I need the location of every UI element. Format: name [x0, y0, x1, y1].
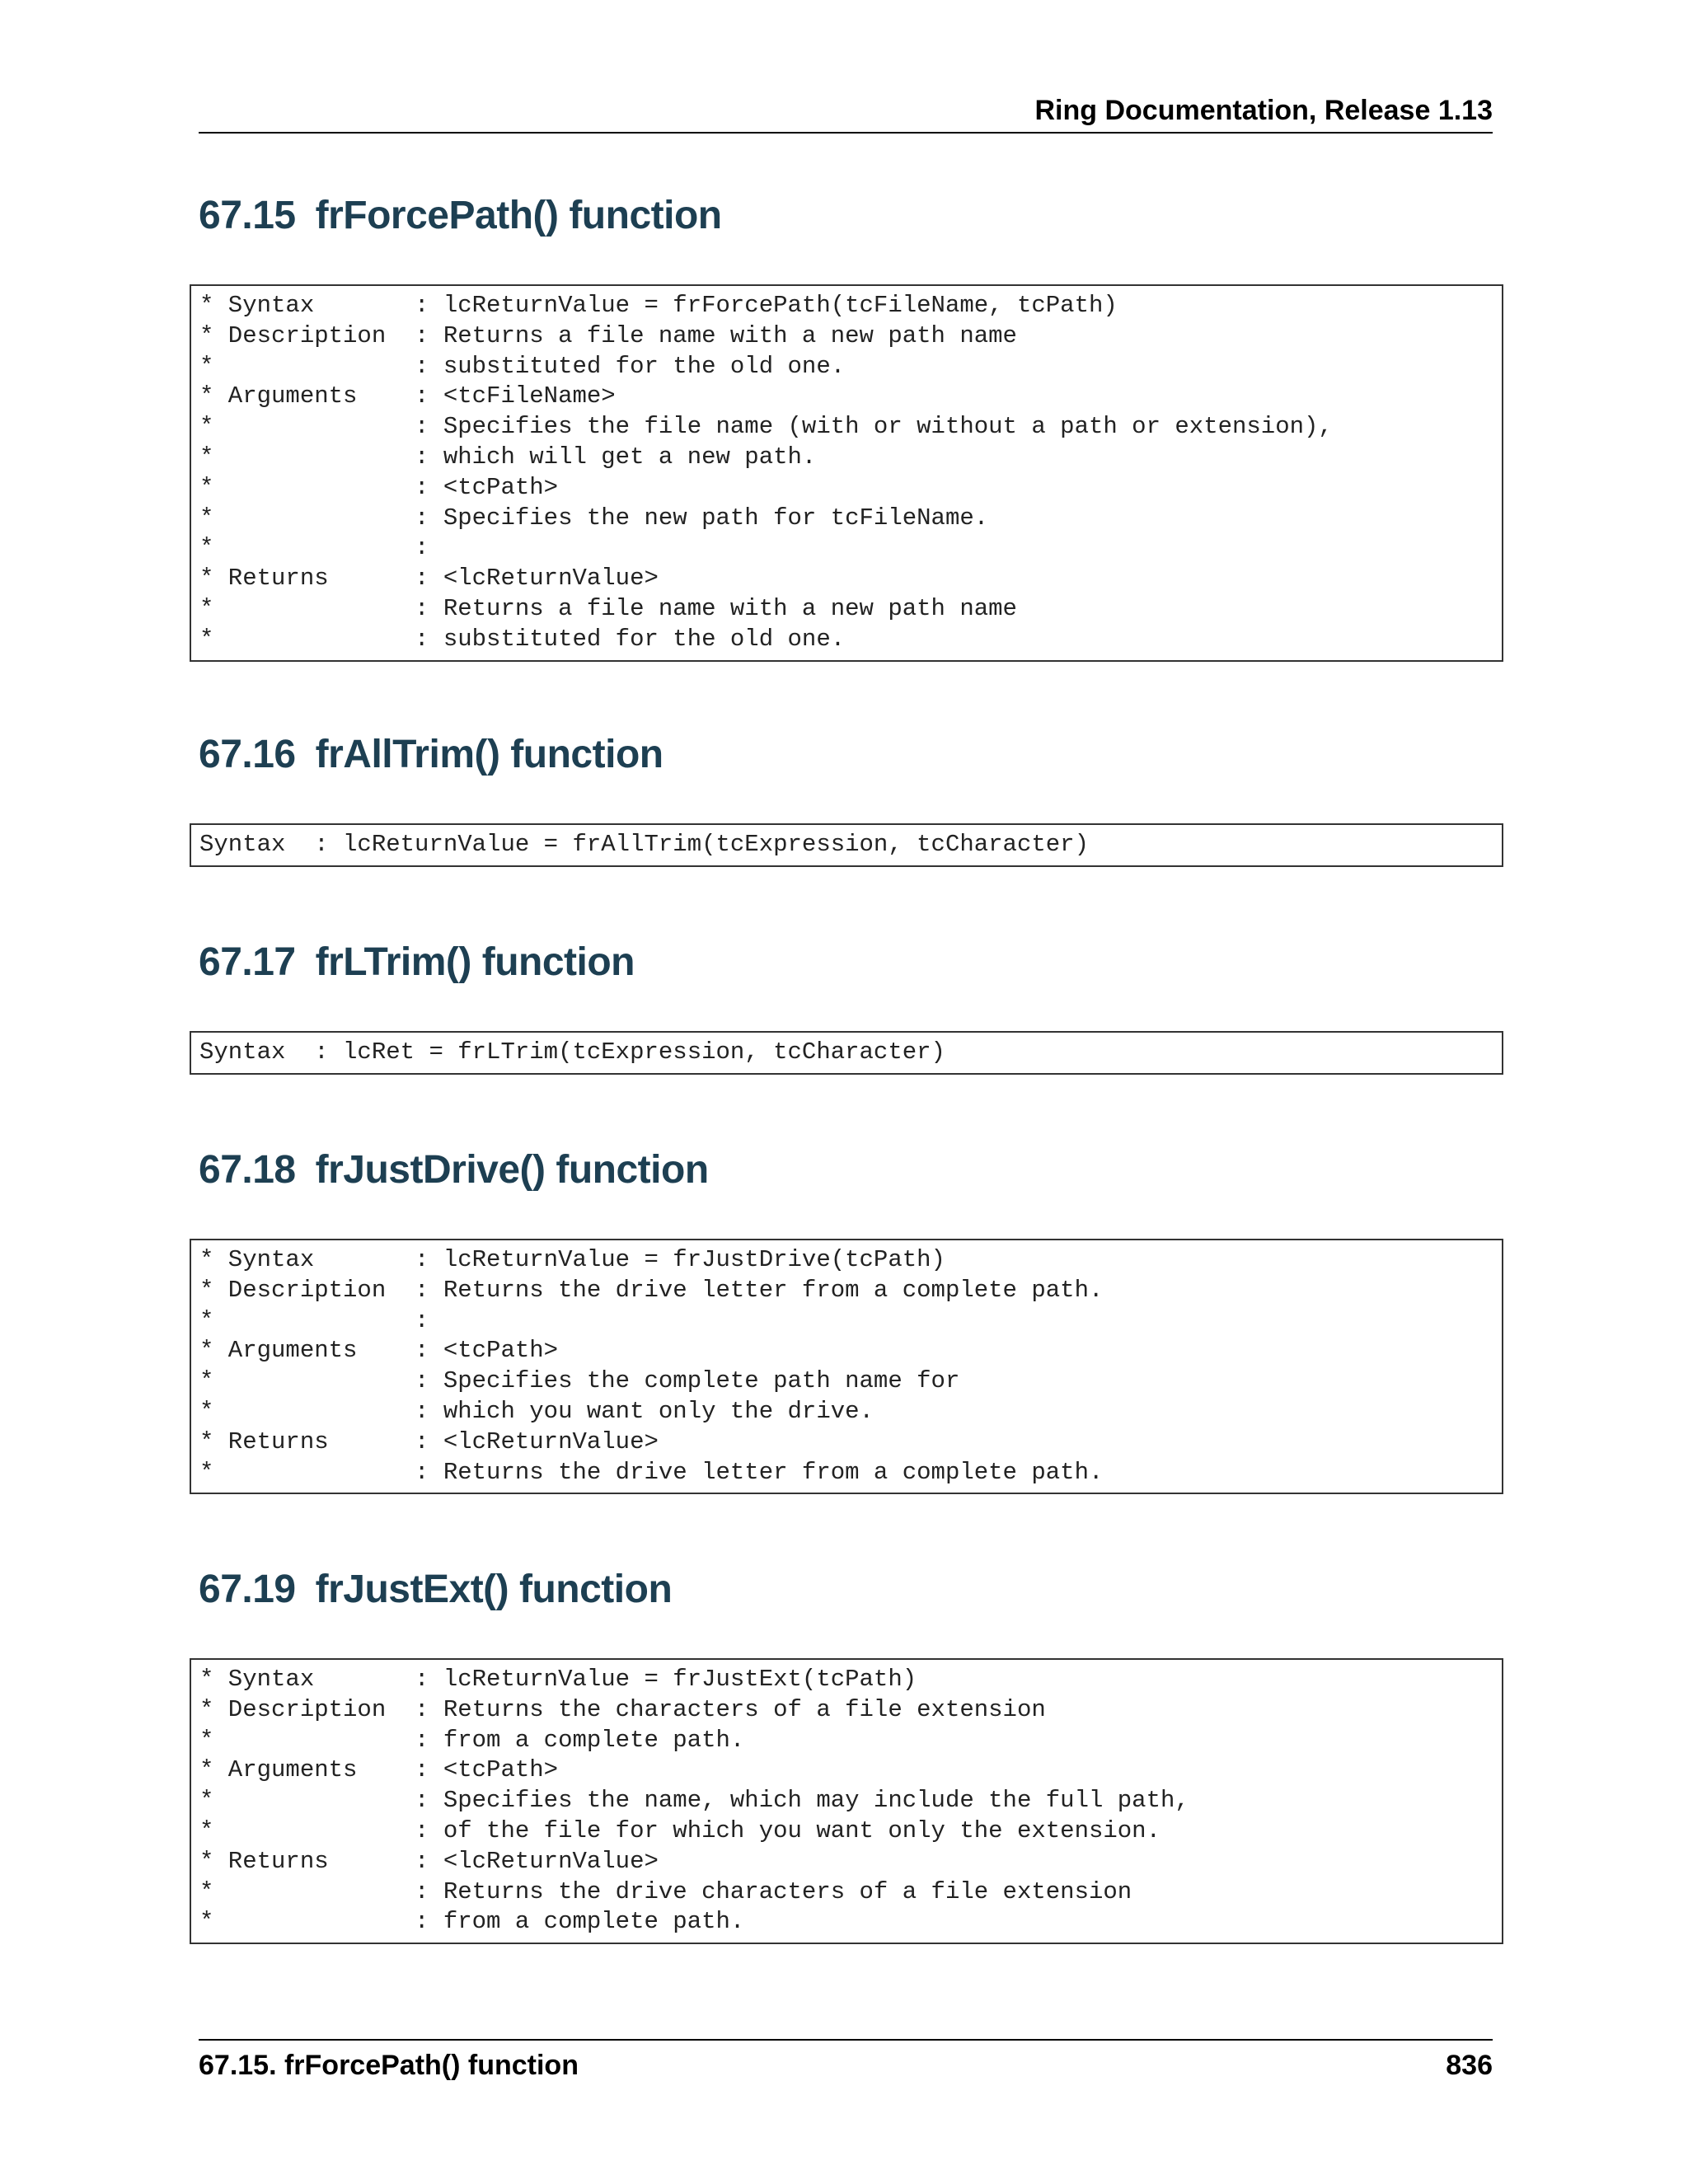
running-header [199, 89, 1493, 134]
section-heading [199, 938, 1503, 987]
section-frjustdrive [190, 1146, 1503, 1494]
code-block [190, 284, 1503, 662]
code-text: Syntax : lcReturnValue = frAllTrim(tcExpression, tcCharacter) [199, 831, 1089, 858]
section-title-text: frAllTrim() function [315, 733, 663, 776]
section-heading [199, 1565, 1503, 1615]
section-number: 67.16 [199, 733, 296, 776]
code-block [190, 1031, 1503, 1075]
section-number: 67.19 [199, 1568, 296, 1611]
code-text: Syntax : lcRet = frLTrim(tcExpression, tcCharacter) [199, 1038, 945, 1066]
section-title-text: frForcePath() function [315, 194, 722, 237]
section-heading [199, 1146, 1503, 1195]
footer-section-label: 67.15. frForcePath() function [199, 2050, 579, 2081]
code-block [190, 823, 1503, 867]
section-heading [199, 191, 1503, 241]
code-text: * Syntax : lcReturnValue = frJustDrive(tcPath) * Description : Returns the drive letter from a complete path. * : * Arguments : <tcPath> * : Specifies the complete path name for * : which you want only the drive. * Returns : <lcReturnValue> * : Returns the drive letter from a complete path. [199, 1246, 1104, 1486]
section-heading [199, 730, 1503, 780]
section-number: 67.18 [199, 1148, 296, 1192]
section-fralltrim [190, 730, 1503, 867]
section-title-text: frLTrim() function [315, 940, 635, 984]
section-title-text: frJustExt() function [315, 1568, 673, 1611]
section-frforcepath [190, 191, 1503, 662]
header-title: Ring Documentation, Release 1.13 [1034, 95, 1493, 126]
code-block [190, 1658, 1503, 1944]
code-text: * Syntax : lcReturnValue = frForcePath(tcFileName, tcPath) * Description : Returns a file name with a new path name * : substituted for the old one. * Arguments : <tcFileName> * : Specifies the file name (with or without a path or extension), * : which will get a new path. * : <tcPath> * : Specifies the new path for tcFileName. * : * Returns : <lcReturnValue> * : Returns a file name with a new path name * : substituted for the old one. [199, 292, 1333, 653]
running-footer [199, 2039, 1493, 2083]
page-number: 836 [1446, 2050, 1493, 2081]
section-number: 67.15 [199, 194, 296, 237]
code-text: * Syntax : lcReturnValue = frJustExt(tcPath) * Description : Returns the characters of a file extension * : from a complete path. * Arguments : <tcPath> * : Specifies the name, which may include the full path, * : of the file for which you want only the extension. * Returns : <lcReturnValue> * : Returns the drive characters of a file extension * : from a complete path. [199, 1666, 1189, 1936]
section-frjustext [190, 1565, 1503, 1944]
section-title-text: frJustDrive() function [315, 1148, 709, 1192]
code-block [190, 1239, 1503, 1494]
section-frltrim [190, 938, 1503, 1075]
section-number: 67.17 [199, 940, 296, 984]
